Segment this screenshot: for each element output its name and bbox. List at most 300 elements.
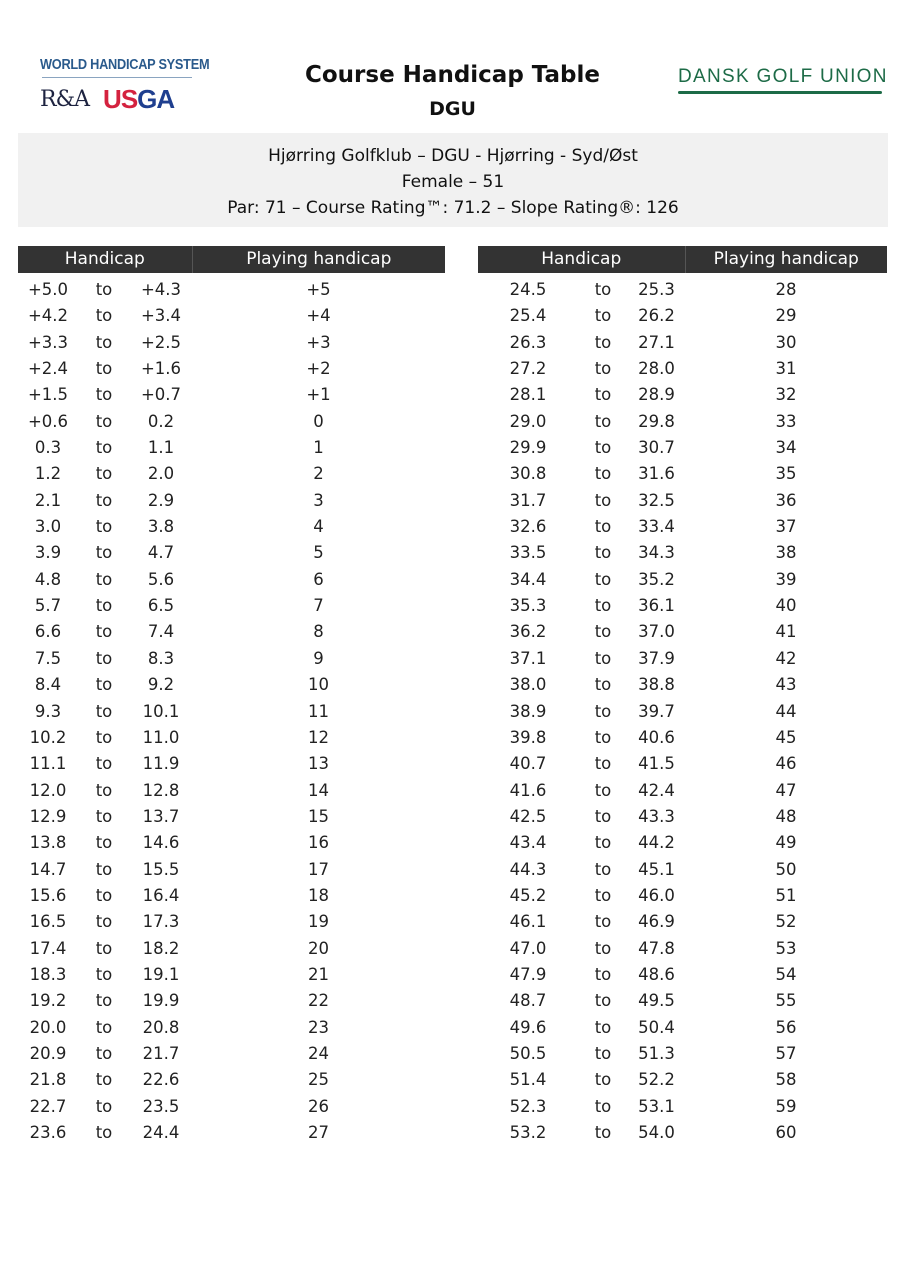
table-row (18, 1067, 445, 1093)
playing-handicap: +1 (306, 385, 331, 405)
to-label: to (95, 622, 113, 642)
to-label: to (594, 912, 612, 932)
handicap-from: 20.9 (29, 1043, 67, 1063)
handicap-from: 22.7 (29, 1096, 67, 1116)
playing-handicap: 60 (775, 1123, 797, 1142)
playing-handicap: 49 (775, 833, 797, 853)
table-row (478, 567, 887, 593)
handicap-to: 37.9 (638, 648, 675, 668)
playing-handicap: 31 (775, 359, 797, 379)
page-title: Course Handicap Table (304, 62, 600, 88)
handicap-table-right (478, 246, 887, 1146)
handicap-from: 52.3 (509, 1096, 547, 1116)
table-row (478, 962, 887, 988)
dgu-logo-text: DANSK GOLF UNION (678, 66, 888, 87)
playing-handicap: 59 (775, 1096, 797, 1116)
handicap-from: 40.7 (509, 754, 547, 774)
to-label: to (594, 1070, 612, 1090)
to-label: to (95, 806, 113, 826)
table-row (478, 988, 887, 1014)
playing-handicap: 28 (775, 280, 797, 299)
playing-handicap: 20 (308, 938, 329, 958)
handicap-to: 38.8 (638, 675, 675, 695)
handicap-from: 5.7 (34, 596, 62, 616)
handicap-to: 0.2 (147, 411, 175, 431)
handicap-from: 8.4 (34, 675, 62, 695)
handicap-to: 4.7 (147, 543, 175, 563)
table-row (478, 857, 887, 883)
table-row (18, 330, 445, 356)
handicap-from: 17.4 (29, 938, 67, 958)
handicap-to: 51.3 (638, 1043, 675, 1063)
to-label: to (95, 1043, 113, 1063)
to-label: to (594, 464, 612, 484)
handicap-to: 1.1 (147, 438, 175, 458)
playing-handicap: 17 (308, 859, 329, 879)
playing-handicap: 0 (313, 411, 324, 431)
to-label: to (95, 859, 113, 879)
table-row (478, 646, 887, 672)
playing-handicap: 55 (775, 991, 797, 1011)
to-label: to (594, 938, 612, 958)
handicap-to: 31.6 (638, 464, 675, 484)
handicap-to: 18.2 (142, 938, 180, 958)
handicap-to: 45.1 (638, 859, 675, 879)
playing-handicap: 10 (308, 675, 329, 695)
playing-handicap: 35 (775, 464, 797, 484)
handicap-from: 46.1 (509, 912, 547, 932)
to-label: to (594, 1096, 612, 1116)
table-row (18, 804, 445, 830)
table-row (18, 725, 445, 751)
table-body (478, 273, 887, 1146)
table-row (478, 514, 887, 540)
playing-handicap: 24 (308, 1043, 329, 1063)
dansk-golf-union-logo (678, 66, 888, 94)
handicap-from: 18.3 (29, 964, 67, 984)
handicap-to: 20.8 (142, 1017, 180, 1037)
handicap-from: 23.6 (29, 1123, 67, 1142)
handicap-from: 50.5 (509, 1043, 547, 1063)
handicap-to: +1.6 (140, 359, 182, 379)
handicap-from: 34.4 (509, 569, 547, 589)
handicap-to: +4.3 (140, 280, 182, 299)
table-row (18, 936, 445, 962)
handicap-from: 20.0 (29, 1017, 67, 1037)
to-label: to (95, 991, 113, 1011)
table-row (18, 1094, 445, 1120)
handicap-from: 53.2 (509, 1123, 547, 1142)
playing-handicap: 8 (313, 622, 324, 642)
table-row (478, 725, 887, 751)
table-row (478, 778, 887, 804)
to-label: to (95, 306, 113, 326)
to-label: to (594, 517, 612, 537)
playing-handicap: 5 (313, 543, 324, 563)
to-label: to (95, 1017, 113, 1037)
handicap-from: 37.1 (509, 648, 547, 668)
course-info-box (18, 133, 888, 227)
to-label: to (95, 1070, 113, 1090)
playing-handicap: 11 (308, 701, 329, 721)
handicap-to: 53.1 (638, 1096, 675, 1116)
playing-handicap: 56 (775, 1017, 797, 1037)
table-row (478, 303, 887, 329)
to-label: to (594, 543, 612, 563)
playing-handicap: 6 (313, 569, 324, 589)
to-label: to (594, 675, 612, 695)
playing-handicap: 23 (308, 1017, 329, 1037)
handicap-from: 36.2 (509, 622, 547, 642)
playing-handicap: 39 (775, 569, 797, 589)
handicap-table-left (18, 246, 445, 1146)
handicap-from: 2.1 (34, 490, 62, 510)
handicap-to: 43.3 (638, 806, 675, 826)
handicap-to: 34.3 (638, 543, 675, 563)
handicap-from: 38.9 (509, 701, 547, 721)
handicap-to: +2.5 (140, 332, 182, 352)
handicap-to: 16.4 (142, 885, 180, 905)
to-label: to (95, 1096, 113, 1116)
playing-handicap: +4 (306, 306, 331, 326)
handicap-to: 28.9 (638, 385, 675, 405)
table-row (18, 909, 445, 935)
table-row (18, 751, 445, 777)
handicap-from: 41.6 (509, 780, 547, 800)
table-row (18, 488, 445, 514)
playing-handicap: 58 (775, 1070, 797, 1090)
handicap-to: 36.1 (638, 596, 675, 616)
table-row (18, 567, 445, 593)
playing-handicap: 15 (308, 806, 329, 826)
handicap-to: 19.1 (142, 964, 180, 984)
handicap-to: 23.5 (142, 1096, 180, 1116)
to-label: to (95, 359, 113, 379)
handicap-from: 12.9 (29, 806, 67, 826)
to-label: to (594, 359, 612, 379)
handicap-to: 50.4 (638, 1017, 675, 1037)
to-label: to (95, 543, 113, 563)
handicap-to: 46.0 (638, 885, 675, 905)
table-row (18, 1120, 445, 1146)
table-row (478, 1120, 887, 1146)
handicap-from: 30.8 (509, 464, 547, 484)
playing-handicap: +5 (306, 280, 331, 299)
table-body (18, 273, 445, 1146)
to-label: to (95, 938, 113, 958)
handicap-from: 4.8 (34, 569, 62, 589)
playing-handicap: 1 (313, 438, 324, 458)
to-label: to (95, 517, 113, 537)
to-label: to (594, 332, 612, 352)
table-row (18, 277, 445, 303)
handicap-from: 13.8 (29, 833, 67, 853)
course-ratings: Par: 71 – Course Rating™: 71.2 – Slope Rating®: 126 (227, 198, 679, 218)
playing-handicap: 34 (775, 438, 797, 458)
handicap-from: 47.9 (509, 964, 547, 984)
table-row (478, 356, 887, 382)
handicap-to: 46.9 (638, 912, 675, 932)
table-row (478, 699, 887, 725)
handicap-to: 8.3 (147, 648, 175, 668)
handicap-to: 28.0 (638, 359, 675, 379)
handicap-to: 11.9 (142, 754, 180, 774)
table-row (478, 909, 887, 935)
table-row (18, 303, 445, 329)
playing-handicap: 32 (775, 385, 797, 405)
handicap-from: 19.2 (29, 991, 67, 1011)
playing-handicap: 27 (308, 1123, 329, 1142)
table-row (478, 1015, 887, 1041)
to-label: to (95, 675, 113, 695)
to-label: to (594, 754, 612, 774)
handicap-to: 29.8 (638, 411, 675, 431)
handicap-to: 2.0 (147, 464, 175, 484)
table-row (18, 646, 445, 672)
table-row (478, 1041, 887, 1067)
handicap-from: 7.5 (34, 648, 62, 668)
handicap-from: 44.3 (509, 859, 547, 879)
column-header-handicap: Handicap (18, 246, 193, 273)
playing-handicap: 26 (308, 1096, 329, 1116)
to-label: to (95, 332, 113, 352)
handicap-to: 10.1 (142, 701, 180, 721)
table-header (18, 246, 445, 273)
to-label: to (594, 569, 612, 589)
table-row (18, 356, 445, 382)
handicap-to: 40.6 (638, 727, 675, 747)
table-row (478, 830, 887, 856)
table-row (478, 1067, 887, 1093)
playing-handicap: 36 (775, 490, 797, 510)
playing-handicap: 3 (313, 490, 324, 510)
table-row (18, 409, 445, 435)
table-row (478, 883, 887, 909)
to-label: to (594, 780, 612, 800)
dgu-logo-underline (678, 91, 882, 94)
handicap-from: 21.8 (29, 1070, 67, 1090)
handicap-to: +0.7 (140, 385, 182, 405)
to-label: to (594, 727, 612, 747)
usga-logo: USGA (103, 84, 175, 114)
to-label: to (594, 385, 612, 405)
playing-handicap: 4 (313, 517, 324, 537)
playing-handicap: 18 (308, 885, 329, 905)
to-label: to (594, 306, 612, 326)
to-label: to (95, 885, 113, 905)
handicap-to: 5.6 (147, 569, 175, 589)
handicap-from: 25.4 (509, 306, 547, 326)
to-label: to (95, 648, 113, 668)
to-label: to (594, 1043, 612, 1063)
table-row (478, 540, 887, 566)
playing-handicap: 52 (775, 912, 797, 932)
to-label: to (95, 411, 113, 431)
playing-handicap: 47 (775, 780, 797, 800)
playing-handicap: 53 (775, 938, 797, 958)
handicap-to: 17.3 (142, 912, 180, 932)
to-label: to (594, 411, 612, 431)
table-row (18, 1015, 445, 1041)
handicap-to: 35.2 (638, 569, 675, 589)
playing-handicap: 29 (775, 306, 797, 326)
handicap-from: 28.1 (509, 385, 547, 405)
playing-handicap: 40 (775, 596, 797, 616)
table-row (18, 857, 445, 883)
to-label: to (594, 438, 612, 458)
playing-handicap: 30 (775, 332, 797, 352)
table-row (18, 778, 445, 804)
handicap-to: 54.0 (638, 1123, 675, 1142)
table-row (478, 409, 887, 435)
handicap-to: +3.4 (140, 306, 182, 326)
to-label: to (95, 964, 113, 984)
table-row (478, 1094, 887, 1120)
to-label: to (594, 596, 612, 616)
table-row (478, 619, 887, 645)
playing-handicap: 51 (775, 885, 797, 905)
column-header-handicap: Handicap (478, 246, 686, 273)
playing-handicap: 57 (775, 1043, 797, 1063)
playing-handicap: 48 (775, 806, 797, 826)
table-row (478, 382, 887, 408)
to-label: to (95, 701, 113, 721)
handicap-from: 49.6 (509, 1017, 547, 1037)
course-name: Hjørring Golfklub – DGU - Hjørring - Syd/Øst (268, 146, 638, 166)
handicap-from: 32.6 (509, 517, 547, 537)
playing-handicap: 42 (775, 648, 797, 668)
handicap-to: 39.7 (638, 701, 675, 721)
handicap-from: 16.5 (29, 912, 67, 932)
playing-handicap: 54 (775, 964, 797, 984)
playing-handicap: 50 (775, 859, 797, 879)
handicap-to: 33.4 (638, 517, 675, 537)
playing-handicap: 25 (308, 1070, 329, 1090)
table-row (18, 1041, 445, 1067)
handicap-to: 42.4 (638, 780, 675, 800)
table-row (18, 540, 445, 566)
handicap-to: 37.0 (638, 622, 675, 642)
to-label: to (594, 490, 612, 510)
playing-handicap: +2 (306, 359, 331, 379)
playing-handicap: 9 (313, 648, 324, 668)
playing-handicap: 12 (308, 727, 329, 747)
handicap-to: 26.2 (638, 306, 675, 326)
handicap-to: 27.1 (638, 332, 675, 352)
handicap-from: 38.0 (509, 675, 547, 695)
handicap-from: +1.5 (27, 385, 69, 405)
playing-handicap: 43 (775, 675, 797, 695)
handicap-from: 31.7 (509, 490, 547, 510)
table-row (18, 382, 445, 408)
handicap-from: 6.6 (34, 622, 62, 642)
table-row (18, 435, 445, 461)
handicap-to: 14.6 (142, 833, 180, 853)
handicap-to: 30.7 (638, 438, 675, 458)
handicap-to: 9.2 (147, 675, 175, 695)
handicap-from: 47.0 (509, 938, 547, 958)
handicap-from: 42.5 (509, 806, 547, 826)
to-label: to (594, 991, 612, 1011)
handicap-from: 3.9 (34, 543, 62, 563)
table-row (18, 619, 445, 645)
handicap-from: +2.4 (27, 359, 69, 379)
playing-handicap: 45 (775, 727, 797, 747)
table-row (478, 593, 887, 619)
handicap-from: 3.0 (34, 517, 62, 537)
handicap-from: 0.3 (34, 438, 62, 458)
to-label: to (95, 912, 113, 932)
table-row (478, 488, 887, 514)
handicap-to: 25.3 (638, 280, 675, 299)
handicap-from: 27.2 (509, 359, 547, 379)
table-row (18, 883, 445, 909)
to-label: to (95, 438, 113, 458)
playing-handicap: 46 (775, 754, 797, 774)
table-row (18, 461, 445, 487)
playing-handicap: 37 (775, 517, 797, 537)
column-header-playing-handicap: Playing handicap (713, 249, 859, 269)
handicap-to: 12.8 (142, 780, 180, 800)
whs-logo-text: WORLD HANDICAP SYSTEM (40, 57, 210, 73)
to-label: to (95, 833, 113, 853)
to-label: to (95, 464, 113, 484)
table-row (478, 804, 887, 830)
table-row (478, 277, 887, 303)
handicap-from: 43.4 (509, 833, 547, 853)
to-label: to (95, 754, 113, 774)
handicap-to: 21.7 (142, 1043, 180, 1063)
handicap-from: 48.7 (509, 991, 547, 1011)
handicap-to: 6.5 (147, 596, 175, 616)
handicap-to: 11.0 (142, 727, 180, 747)
table-row (478, 330, 887, 356)
handicap-from: 11.1 (29, 754, 67, 774)
to-label: to (594, 806, 612, 826)
handicap-to: 3.8 (147, 517, 175, 537)
handicap-from: 9.3 (34, 701, 62, 721)
playing-handicap: 41 (775, 622, 797, 642)
handicap-to: 52.2 (638, 1070, 675, 1090)
handicap-to: 24.4 (142, 1123, 180, 1142)
handicap-to: 22.6 (142, 1070, 180, 1090)
handicap-to: 15.5 (142, 859, 180, 879)
playing-handicap: 33 (775, 411, 797, 431)
randa-logo: R&A (40, 87, 90, 112)
to-label: to (594, 964, 612, 984)
playing-handicap: 21 (308, 964, 329, 984)
to-label: to (95, 780, 113, 800)
table-row (478, 435, 887, 461)
handicap-from: 24.5 (509, 280, 547, 299)
to-label: to (594, 622, 612, 642)
handicap-to: 48.6 (638, 964, 675, 984)
table-row (478, 672, 887, 698)
to-label: to (95, 280, 113, 299)
handicap-from: 51.4 (509, 1070, 547, 1090)
to-label: to (95, 385, 113, 405)
playing-handicap: 19 (308, 912, 329, 932)
to-label: to (95, 596, 113, 616)
table-row (18, 593, 445, 619)
handicap-from: 14.7 (29, 859, 67, 879)
table-row (18, 672, 445, 698)
table-row (478, 936, 887, 962)
table-row (18, 962, 445, 988)
to-label: to (594, 859, 612, 879)
handicap-to: 47.8 (638, 938, 675, 958)
to-label: to (594, 885, 612, 905)
